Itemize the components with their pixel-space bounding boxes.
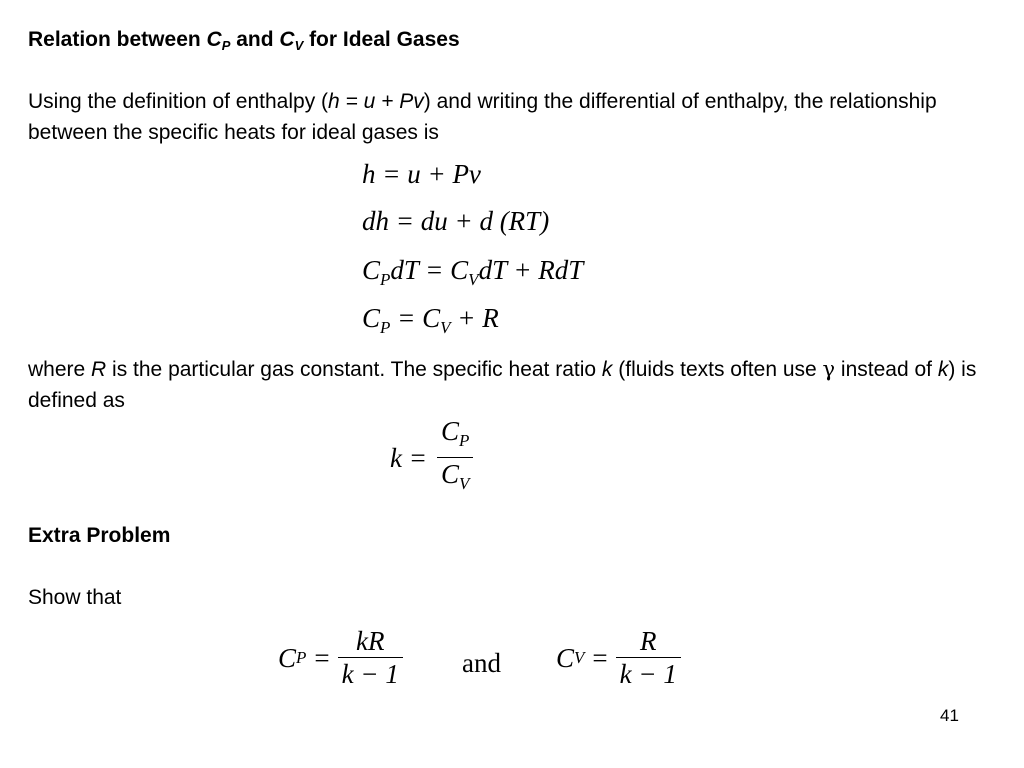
show-that-text: Show that	[28, 586, 122, 609]
equation-cp-cv-relation: $C_P = C_V + R$	[362, 303, 499, 337]
and-text: and	[462, 648, 501, 678]
slide-heading: Relation between $C_P$ and $C_V$ for Ideal Gases	[28, 28, 460, 53]
where-paragraph: where R is the particular gas constant. The specific heat ratio k (fluids texts often use γ instead of k) is defined as	[28, 357, 977, 412]
page-number: 41	[940, 706, 959, 725]
equation-specific-heats-differential: $C_PdT = C_VdT$ + RdT	[362, 255, 584, 289]
equation-differential: dh = du + d (RT)	[362, 206, 550, 236]
equation-cp-result: C P = $\frac{kR}{k - 1}$	[278, 625, 403, 690]
equation-specific-heat-ratio: k = $\frac{C_P}{C_V}$	[390, 415, 473, 500]
equation-enthalpy: h = u + Pv	[362, 159, 481, 189]
intro-paragraph: Using the definition of enthalpy (h = u + Pv) and writing the differential of enthalpy, the relationship between the specific heats for ideal gases is	[28, 90, 937, 144]
extra-problem-heading: Extra Problem	[28, 524, 171, 547]
equation-cv-result: C V = $\frac{R}{k - 1}$	[556, 625, 681, 690]
